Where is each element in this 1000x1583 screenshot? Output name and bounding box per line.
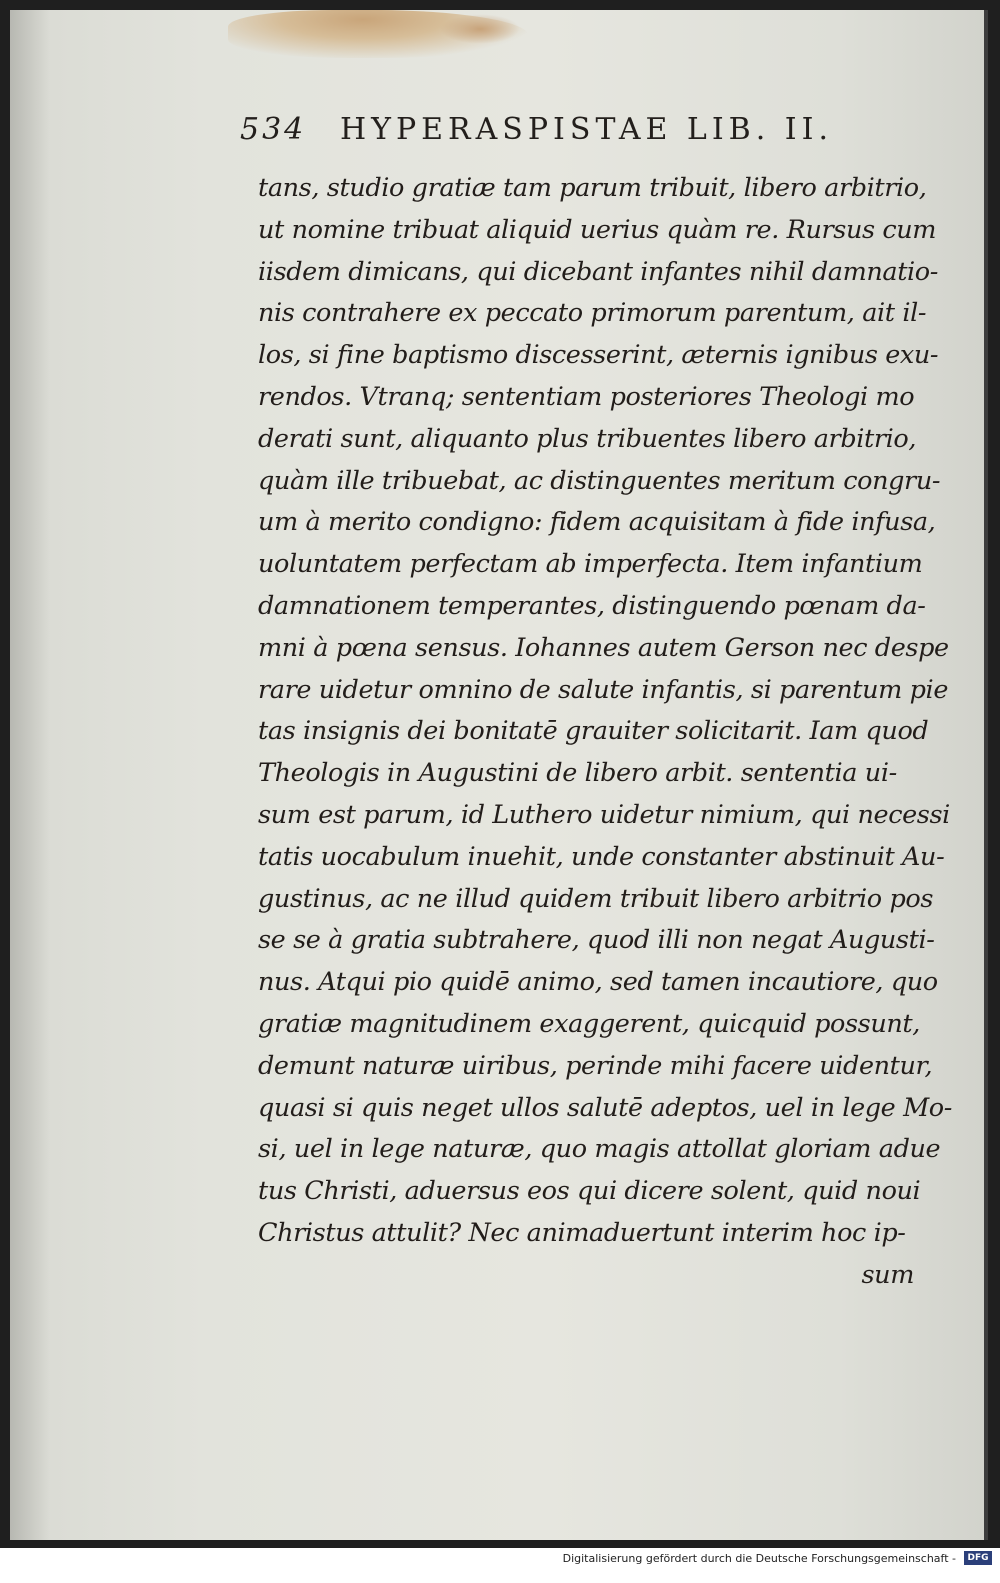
text-line: gratiæ magnitudinem exaggerent, quicquid possunt, <box>258 1008 920 1039</box>
body-text <box>258 168 952 1297</box>
text-line: sum est parum, id Luthero uidetur nimium, qui necessi <box>258 799 950 830</box>
text-line: ut nomine tribuat aliquid uerius quàm re. Rursus cum <box>258 214 937 245</box>
text-line: Christus attulit? Nec animaduertunt interim hoc ip- <box>258 1217 906 1248</box>
text-line: damnationem temperantes, distinguendo pœnam da- <box>258 590 926 621</box>
catchword: sum <box>861 1259 914 1290</box>
text-line: tas insignis dei bonitatē grauiter solicitarit. Iam quod <box>258 716 929 747</box>
text-line: gustinus, ac ne illud quidem tribuit libero arbitrio pos <box>258 883 934 914</box>
text-line: los, si fine baptismo discesserint, æternis ignibus exu- <box>258 340 939 371</box>
page-header <box>240 112 900 156</box>
text-line: rendos. Vtranq; sententiam posteriores Theologi mo <box>258 381 915 412</box>
text-line: se se à gratia subtrahere, quod illi non negat Augusti- <box>258 925 935 956</box>
text-line: demunt naturæ uiribus, perinde mihi facere uidentur, <box>258 1050 933 1081</box>
text-line: tans, studio gratiæ tam parum tribuit, libero arbitrio, <box>258 173 927 203</box>
text-line: iisdem dimicans, qui dicebant infantes nihil damnatio- <box>258 256 938 287</box>
text-line: mni à pœna sensus. Iohannes autem Gerson nec despe <box>258 632 949 663</box>
text-line: uoluntatem perfectam ab imperfecta. Item infantium <box>258 549 923 580</box>
text-line: nus. Atqui pio quidē animo, sed tamen incautiore, quo <box>258 967 938 998</box>
text-line: rare uidetur omnino de salute infantis, si parentum pie <box>258 674 949 705</box>
digitization-credit: Digitalisierung gefördert durch die Deutsche Forschungsgemeinschaft - <box>562 1552 956 1565</box>
dfg-logo-icon: DFG <box>964 1551 992 1565</box>
text-line: quasi si quis neget ullos salutē adeptos, uel in lege Mo- <box>258 1092 952 1123</box>
text-line: derati sunt, aliquanto plus tribuentes libero arbitrio, <box>258 423 917 454</box>
water-stain-small <box>440 14 520 44</box>
text-line: Theologis in Augustini de libero arbit. sententia ui- <box>258 758 897 789</box>
page-number: 534 <box>240 112 307 147</box>
text-line: tatis uocabulum inuehit, unde constanter abstinuit Au- <box>258 841 945 872</box>
running-title: HYPERASPISTAE LIB. II. <box>340 112 834 147</box>
text-line: um à merito condigno: fidem acquisitam à fide infusa, <box>258 507 936 538</box>
text-line: tus Christi, aduersus eos qui dicere solent, quid noui <box>258 1176 921 1207</box>
text-line: si, uel in lege naturæ, quo magis attollat gloriam adue <box>258 1134 941 1165</box>
text-line: nis contrahere ex peccato primorum parentum, ait il- <box>258 298 927 329</box>
gutter-shadow <box>10 10 50 1540</box>
text-line: quàm ille tribuebat, ac distinguentes meritum congru- <box>258 465 941 496</box>
